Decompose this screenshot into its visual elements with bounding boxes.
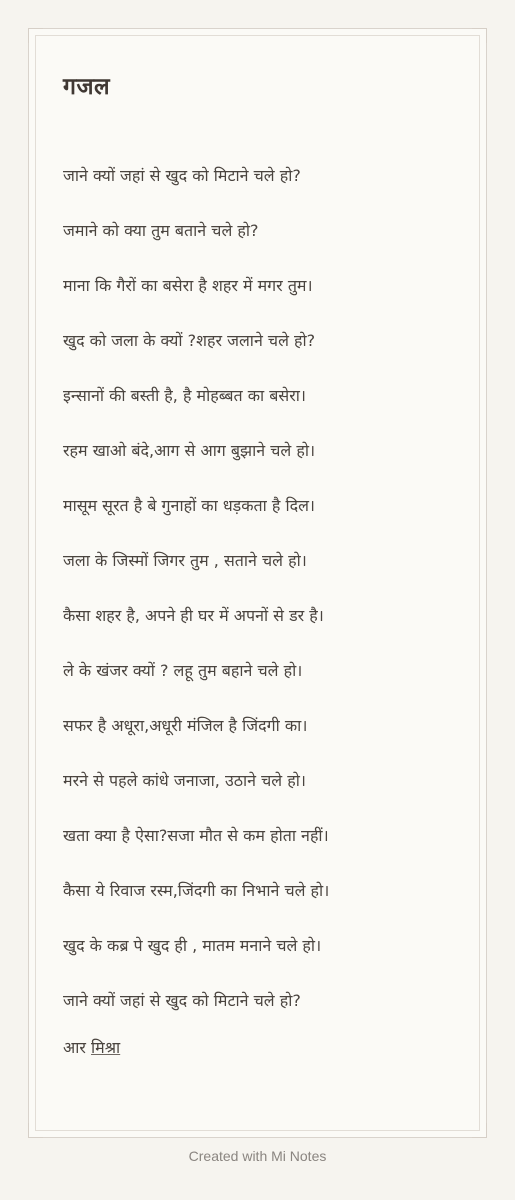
app-credit-footer: Created with Mi Notes: [188, 1148, 327, 1164]
author-signature: [63, 1032, 120, 1064]
card-corner-ornament: [28, 28, 43, 43]
poem-line: कैसा शहर है, अपने ही घर में अपनों से डर है।: [63, 606, 324, 625]
card-corner-ornament: [472, 1123, 487, 1138]
note-card: [28, 28, 487, 1138]
poem-line: सफर है अधूरा,अधूरी मंजिल है जिंदगी का।: [63, 716, 308, 735]
author-name: मिश्रा: [91, 1038, 121, 1057]
poem-line: जला के जिस्मों जिगर तुम , सताने चले हो।: [63, 551, 307, 570]
poem-line: जाने क्यों जहां से खुद को मिटाने चले हो?: [63, 991, 301, 1010]
poem-line: खुद के कब्र पे खुद ही , मातम मनाने चले हो।: [63, 936, 322, 955]
poem-line: ले के खंजर क्यों ? लहू तुम बहाने चले हो।: [63, 661, 303, 680]
note-title: गजल: [63, 74, 111, 100]
poem-line: रहम खाओ बंदे,आग से आग बुझाने चले हो।: [63, 441, 316, 460]
author-prefix: आर: [63, 1038, 86, 1057]
poem-line: खुद को जला के क्यों ?शहर जलाने चले हो?: [63, 331, 316, 350]
poem-line: खता क्या है ऐसा?सजा मौत से कम होता नहीं।: [63, 826, 329, 845]
poem-line: इन्सानों की बस्ती है, है मोहब्बत का बसेरा।: [63, 386, 306, 405]
poem-line: मरने से पहले कांधे जनाजा, उठाने चले हो।: [63, 771, 306, 790]
poem-line: कैसा ये रिवाज रस्म,जिंदगी का निभाने चले हो।: [63, 881, 330, 900]
poem-body: [63, 157, 463, 1037]
card-corner-ornament: [472, 28, 487, 43]
poem-line: मासूम सूरत है बे गुनाहों का धड़कता है दिल।: [63, 496, 315, 515]
poem-line: जाने क्यों जहां से खुद को मिटाने चले हो?: [63, 166, 301, 185]
poem-line: जमाने को क्या तुम बताने चले हो?: [63, 221, 259, 240]
poem-line: माना कि गैरों का बसेरा है शहर में मगर तुम।: [63, 276, 313, 295]
card-corner-ornament: [28, 1123, 43, 1138]
